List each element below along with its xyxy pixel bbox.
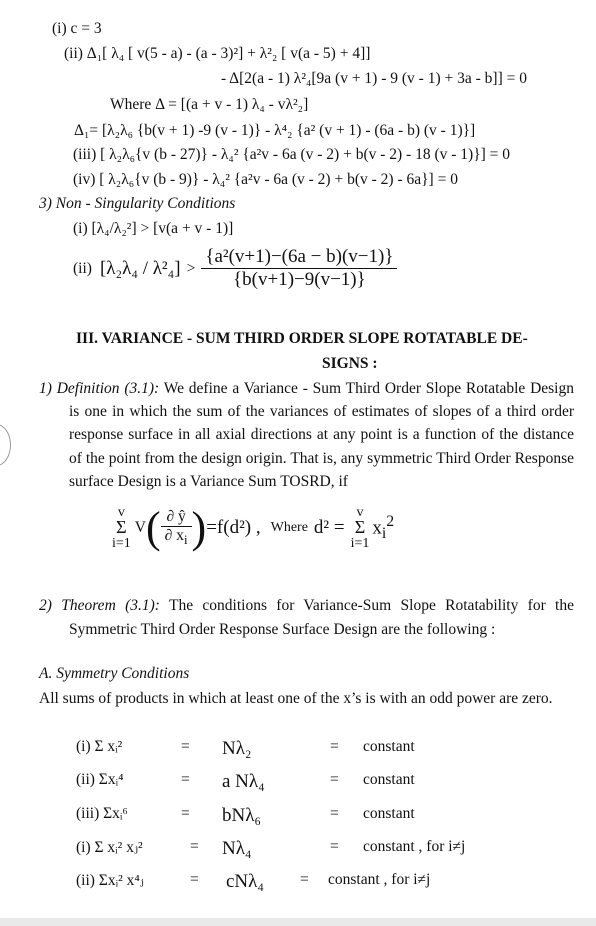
sym-row-middle: Nλ₂ bbox=[222, 738, 252, 759]
left-paren: ( bbox=[146, 503, 161, 552]
sym-row-equals-2: = bbox=[330, 805, 339, 822]
definition-paragraph bbox=[39, 377, 574, 493]
cond-ii-line1: (ii) Δ₁[ λ₄ [ v(5 - a) - (a - 3)²] + λ²₂ [ v(a - 5) + 4]] bbox=[64, 45, 371, 62]
x-term bbox=[372, 513, 394, 543]
d-squared: d² = bbox=[313, 517, 345, 538]
symmetry-heading: A. Symmetry Conditions bbox=[39, 665, 190, 682]
sym-row-lhs: (ii) Σxᵢ⁴ bbox=[76, 771, 124, 788]
sum2-upper: v bbox=[356, 505, 364, 521]
sym-row-equals: = bbox=[181, 738, 190, 755]
cond-ii-line2: - Δ[2(a - 1) λ²₄[9a (v + 1) - 9 (v - 1) + 3a - b]] = 0 bbox=[221, 70, 527, 87]
sum1-lower: i=1 bbox=[112, 535, 131, 551]
x-base: x bbox=[372, 517, 382, 539]
cond-i: (i) c = 3 bbox=[52, 20, 102, 37]
right-paren: ) bbox=[191, 503, 207, 552]
sym-row-lhs: (iii) Σxᵢ⁶ bbox=[76, 805, 128, 822]
sym-row-rhs: constant , for i≠j bbox=[328, 871, 431, 888]
nonsing-cond-ii-denominator: {b(v+1)−9(v−1)} bbox=[233, 269, 366, 290]
partial-numerator: ∂ ŷ bbox=[161, 508, 192, 527]
sym-row-middle: bNλ₆ bbox=[222, 805, 262, 826]
page-bottom-bar bbox=[0, 918, 596, 926]
partial-derivative-fraction bbox=[161, 508, 192, 548]
section-title-line2: SIGNS : bbox=[322, 355, 378, 372]
nonsing-cond-ii-gt: > bbox=[186, 259, 196, 277]
nonsing-heading: 3) Non - Singularity Conditions bbox=[39, 195, 236, 212]
cond-iii: (iii) [ λ₂λ₆{v (b - 27)} - λ₄² {a²v - 6a (v - 2) + b(v - 2) - 18 (v - 1)}] = 0 bbox=[73, 146, 511, 163]
equals-f-d2: =f(d²) , bbox=[206, 517, 261, 538]
where-delta: Where Δ = [(a + v - 1) λ₄ - vλ²₂] bbox=[110, 96, 309, 113]
sym-row-equals-2: = bbox=[330, 771, 339, 788]
sym-row-equals: = bbox=[190, 838, 199, 855]
partial-denominator bbox=[161, 527, 192, 548]
cond-iv: (iv) [ λ₂λ₆{v (b - 9)} - λ₄² {a²v - 6a (v - 2) + b(v - 2) - 6a}] = 0 bbox=[73, 171, 458, 188]
sym-row-rhs: constant bbox=[363, 805, 415, 822]
nonsing-cond-ii-lhs: [λ₂λ₄ / λ²₄] bbox=[99, 257, 181, 279]
sym-row-rhs: constant bbox=[363, 738, 415, 755]
nonsing-cond-ii-numerator: {a²(v+1)−(6a − b)(v−1)} bbox=[201, 246, 397, 269]
sum1-sigma: Σ bbox=[116, 517, 127, 538]
sym-row-equals-2: = bbox=[330, 738, 339, 755]
symmetry-text: All sums of products in which at least one of the x’s is with an odd power are zero. bbox=[39, 690, 553, 707]
x-sup: 2 bbox=[386, 512, 395, 530]
sym-row-equals-2: = bbox=[330, 838, 339, 855]
nonsing-cond-ii bbox=[73, 246, 397, 291]
partial-den-x: ∂ x bbox=[164, 526, 184, 544]
variance-sum-formula bbox=[112, 498, 394, 558]
sum1-upper: v bbox=[117, 505, 125, 521]
sym-row-rhs: constant bbox=[363, 771, 415, 788]
nonsing-cond-ii-fraction bbox=[201, 246, 397, 291]
sym-row-middle: Nλ₄ bbox=[222, 838, 252, 859]
definition-lead: 1) Definition (3.1): bbox=[39, 380, 160, 397]
sum2-sigma: Σ bbox=[354, 517, 366, 538]
nonsing-cond-i: (i) [λ₄/λ₂²] > [v(a + v - 1)] bbox=[73, 220, 234, 237]
sum-symbol-2 bbox=[351, 506, 370, 550]
sum2-lower: i=1 bbox=[350, 535, 370, 551]
theorem-paragraph bbox=[39, 594, 574, 642]
sym-row-equals-2: = bbox=[300, 871, 309, 888]
where-label: Where bbox=[270, 520, 308, 535]
section-title-line1: III. VARIANCE - SUM THIRD ORDER SLOPE ROTATABLE DE- bbox=[76, 330, 528, 347]
partial-den-sub: i bbox=[183, 532, 188, 548]
sym-row-equals: = bbox=[181, 771, 190, 788]
sym-row-lhs: (i) Σ xᵢ² xⱼ² bbox=[76, 839, 143, 856]
x-sub: i bbox=[381, 525, 387, 543]
sym-row-middle: a Nλ₄ bbox=[222, 771, 265, 792]
theorem-text: The conditions for Variance-Sum Slope Rotatability for the Symmetric Third Order Response Surface Design are the following : bbox=[69, 597, 574, 638]
sum-symbol-1 bbox=[112, 506, 131, 550]
sym-row-lhs: (i) Σ xᵢ² bbox=[76, 738, 123, 755]
sym-row-equals: = bbox=[181, 805, 190, 822]
sym-row-middle: cNλ₄ bbox=[226, 871, 264, 892]
definition-text: We define a Variance - Sum Third Order Slope Rotatable Design is one in which the sum of the variances of estimates of slopes of a third order response surface in all axial directions at any point is a function of the distance of the point from the design origin. That is, any symmetric Third Order Response surface Design is a Variance Sum TOSRD, if bbox=[69, 380, 574, 490]
sym-row-rhs: constant , for i≠j bbox=[363, 838, 466, 855]
delta1-def: Δ₁= [λ₂λ₆ {b(v + 1) -9 (v - 1)} - λ⁴₂ {a² (v + 1) - (6a - b) (v - 1)}] bbox=[74, 122, 476, 139]
sym-row-equals: = bbox=[190, 871, 199, 888]
margin-mark bbox=[0, 424, 11, 466]
nonsing-cond-ii-label: (ii) bbox=[73, 259, 92, 277]
sym-row-lhs: (ii) Σxᵢ² x⁴ⱼ bbox=[76, 872, 144, 889]
theorem-lead: 2) Theorem (3.1): bbox=[39, 597, 160, 614]
variance-V: V bbox=[134, 519, 146, 536]
